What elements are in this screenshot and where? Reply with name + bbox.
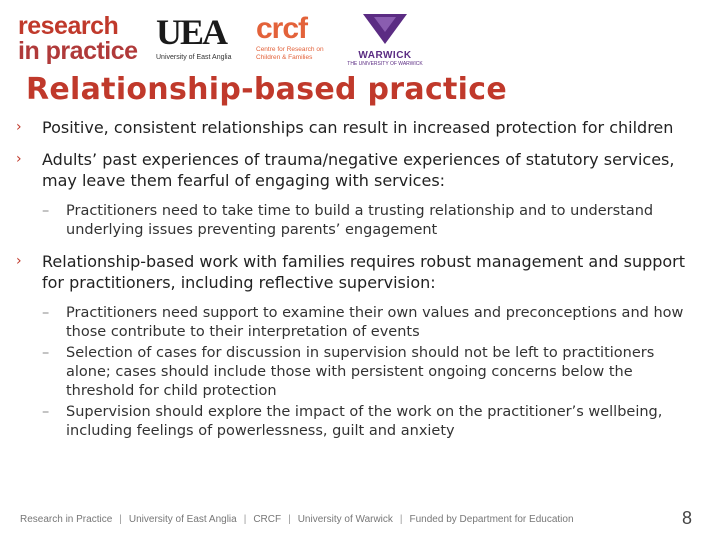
crcf-logo-mark: crcf [256,12,308,45]
uea-logo [156,14,238,68]
sub-bullet-item [42,202,696,240]
footer-separator: | [288,514,291,525]
sub-bullet-text: Supervision should explore the impact of the work on the practitioner’s wellbeing, including feelings of powerlessness, guilt and anxiety [66,404,663,439]
uea-logo-subtitle: University of East Anglia [156,54,232,61]
bullet-text: Positive, consistent relationships can result in increased protection for children [42,118,674,137]
footer-item: University of Warwick [297,514,393,525]
sub-bullet-text: Selection of cases for discussion in supervision should not be left to practitioners alone; cases should include those with persistent ongoing concerns below the threshold for child protection [66,345,655,399]
footer-item: University of East Anglia [128,514,237,525]
warwick-crest-icon [363,14,407,44]
footer-separator: | [119,514,122,525]
sub-bullet-item [42,304,696,342]
bullet-item [16,251,696,293]
sub-bullet-text: Practitioners need support to examine their own values and preconceptions and how those contribute to their interpretation of events [66,305,684,340]
sub-bullet-marker: – [42,203,50,219]
bullet-item [16,149,696,191]
page-number: 8 [681,508,692,528]
warwick-logo-name: WARWICK [358,50,412,61]
research-in-practice-logo [18,14,138,64]
bullet-item [16,117,696,138]
bullet-text: Relationship-based work with families requires robust management and support for practitioners, including reflective supervision: [42,252,686,292]
footer-item: Research in Practice [20,514,113,525]
slide-title: Relationship-based practice [26,72,507,107]
sub-bullet-marker: – [42,345,50,361]
warwick-logo [346,14,424,67]
footer-item: CRCF [253,514,282,525]
slide-body [16,117,696,452]
sub-bullet-text: Practitioners need to take time to build a trusting relationship and to understand underlying issues preventing parents’ engagement [66,203,654,238]
bullet-marker: › [16,119,22,135]
bullet-text: Adults’ past experiences of trauma/negative experiences of statutory services, may leave them fearful of engaging with services: [42,150,675,190]
warwick-logo-subtitle: THE UNIVERSITY OF WARWICK [347,61,423,67]
logo-line-2: in practice [18,37,138,65]
crcf-logo-subtitle: Centre for Research on Children & Families [256,46,324,61]
crcf-logo [256,14,336,62]
bullet-marker: › [16,253,22,269]
footer-item: Funded by Department for Education [409,514,574,525]
sub-bullet-item [42,403,696,441]
sub-bullet-item [42,344,696,401]
sub-bullet-marker: – [42,404,50,420]
uea-logo-mark: UEA [156,12,227,52]
bullet-marker: › [16,151,22,167]
footer [20,514,574,525]
footer-separator: | [399,514,403,525]
footer-separator: | [243,514,247,525]
logo-line-1: research [18,12,119,40]
sub-bullet-marker: – [42,305,50,321]
